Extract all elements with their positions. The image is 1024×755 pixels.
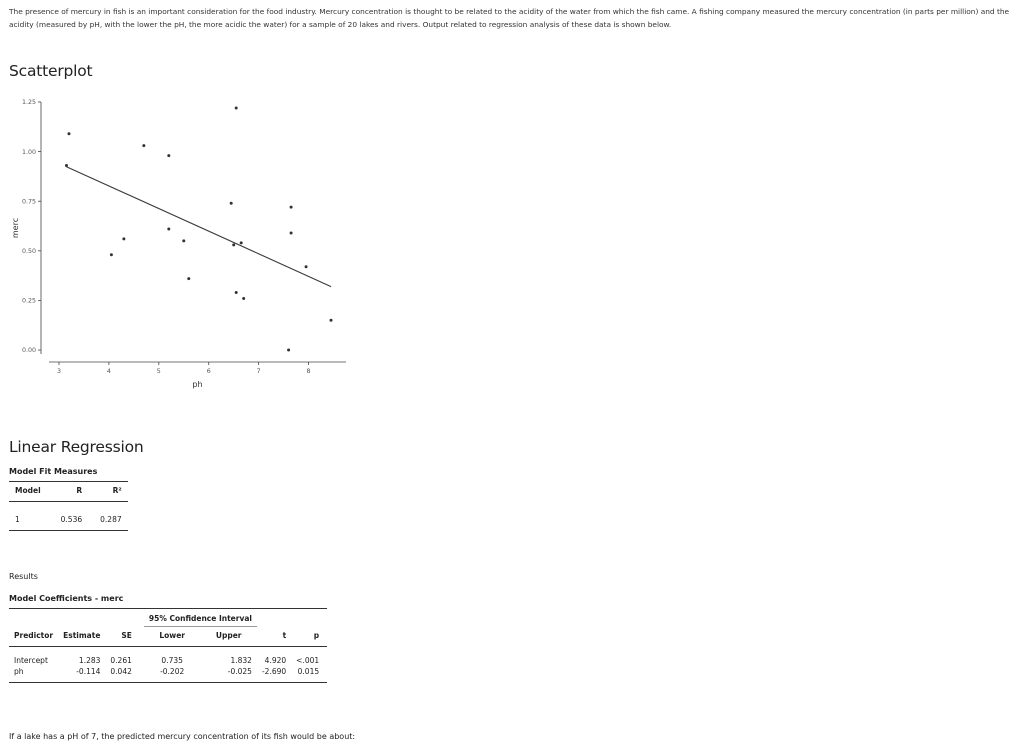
x-tick-label: 4 [106,368,111,375]
coef-header-t: t [257,627,291,647]
x-tick-label: 3 [56,368,61,375]
coef-cell: 0.015 [291,666,327,683]
data-point [67,132,70,135]
coef-cell: 1.283 [78,656,101,665]
data-point [232,243,235,246]
coef-cell: -2.690 [257,666,291,683]
fit-header-r2: R² [88,482,127,502]
y-tick-label: 0.00 [21,347,36,355]
x-tick-label: 5 [156,368,161,375]
ci-header: 95% Confidence Interval [144,609,257,627]
data-points [65,106,333,351]
data-point [242,297,245,300]
data-point [110,253,113,256]
model-fit-title: Model Fit Measures [9,467,98,476]
regression-line-group [66,167,331,287]
coef-cell: <.001 [296,656,320,665]
table-row [9,647,327,667]
x-axis-title: ph [192,380,203,389]
coef-header-lower: Lower [144,627,201,647]
coef-cell: -0.202 [144,666,201,683]
data-point [235,106,238,109]
data-point [65,164,68,167]
coef-header-upper: Upper [200,627,257,647]
data-point [305,265,308,268]
x-tick-label: 8 [306,368,311,375]
coef-header-se: SE [105,627,143,647]
coef-cell: -0.114 [58,666,105,683]
fit-model-value: 1 [9,502,47,531]
data-point [290,231,293,234]
fit-header-r: R [47,482,88,502]
scatterplot-heading: Scatterplot [9,62,93,80]
table-row [9,666,327,683]
coef-cell: Intercept [14,656,48,665]
coefficients-title: Model Coefficients - merc [9,594,124,603]
data-point [167,154,170,157]
y-tick-label: 0.75 [21,198,36,206]
coef-cell: 0.042 [105,666,143,683]
coef-cell: 4.920 [264,656,287,665]
regression-line [66,167,331,287]
coefficients-table [9,608,327,683]
y-tick-label: 0.25 [21,297,36,305]
data-point [142,144,145,147]
x-axis [49,362,346,375]
fit-r2-value: 0.287 [88,502,127,531]
scatterplot-chart [0,92,360,402]
table-row [9,502,128,531]
y-tick-label: 0.50 [21,248,36,256]
data-point [287,349,290,352]
data-point [230,202,233,205]
results-label: Results [9,572,38,581]
coef-cell: 0.261 [110,656,132,665]
data-point [187,277,190,280]
x-tick-label: 7 [256,368,261,375]
fit-header-model: Model [9,482,47,502]
model-fit-table [9,481,128,531]
linear-regression-heading: Linear Regression [9,438,144,456]
coef-header-predictor: Predictor [9,627,58,647]
y-axis-title: merc [11,217,20,239]
coef-cell: ph [9,666,58,683]
data-point [240,241,243,244]
coef-cell: 0.735 [161,656,183,665]
data-point [235,291,238,294]
coef-header-estimate: Estimate [58,627,105,647]
y-tick-label: 1.00 [21,148,36,156]
data-point [167,227,170,230]
question-text: If a lake has a pH of 7, the predicted mercury concentration of its fish would be about: [9,732,356,741]
coef-cell: -0.025 [200,666,257,683]
fit-r-value: 0.536 [47,502,88,531]
coef-cell: 1.832 [230,656,252,665]
y-tick-label: 1.25 [21,99,36,107]
data-point [330,319,333,322]
x-tick-label: 6 [206,368,211,375]
intro-paragraph: The presence of mercury in fish is an important consideration for the food industry. Mercury concentration is thought to be related to the acidity of the water from which the fish came. A fishing company measured the mercury concentration (in parts per million) and the acidity (measured by pH, with the lower the pH, the more acidic the water) for a sample of 20 lakes and rivers. Output related to regression analysis of these data is shown below. [9,7,1010,29]
data-point [290,206,293,209]
y-axis [22,99,41,354]
data-point [182,239,185,242]
data-point [122,237,125,240]
coef-header-p: p [291,627,327,647]
